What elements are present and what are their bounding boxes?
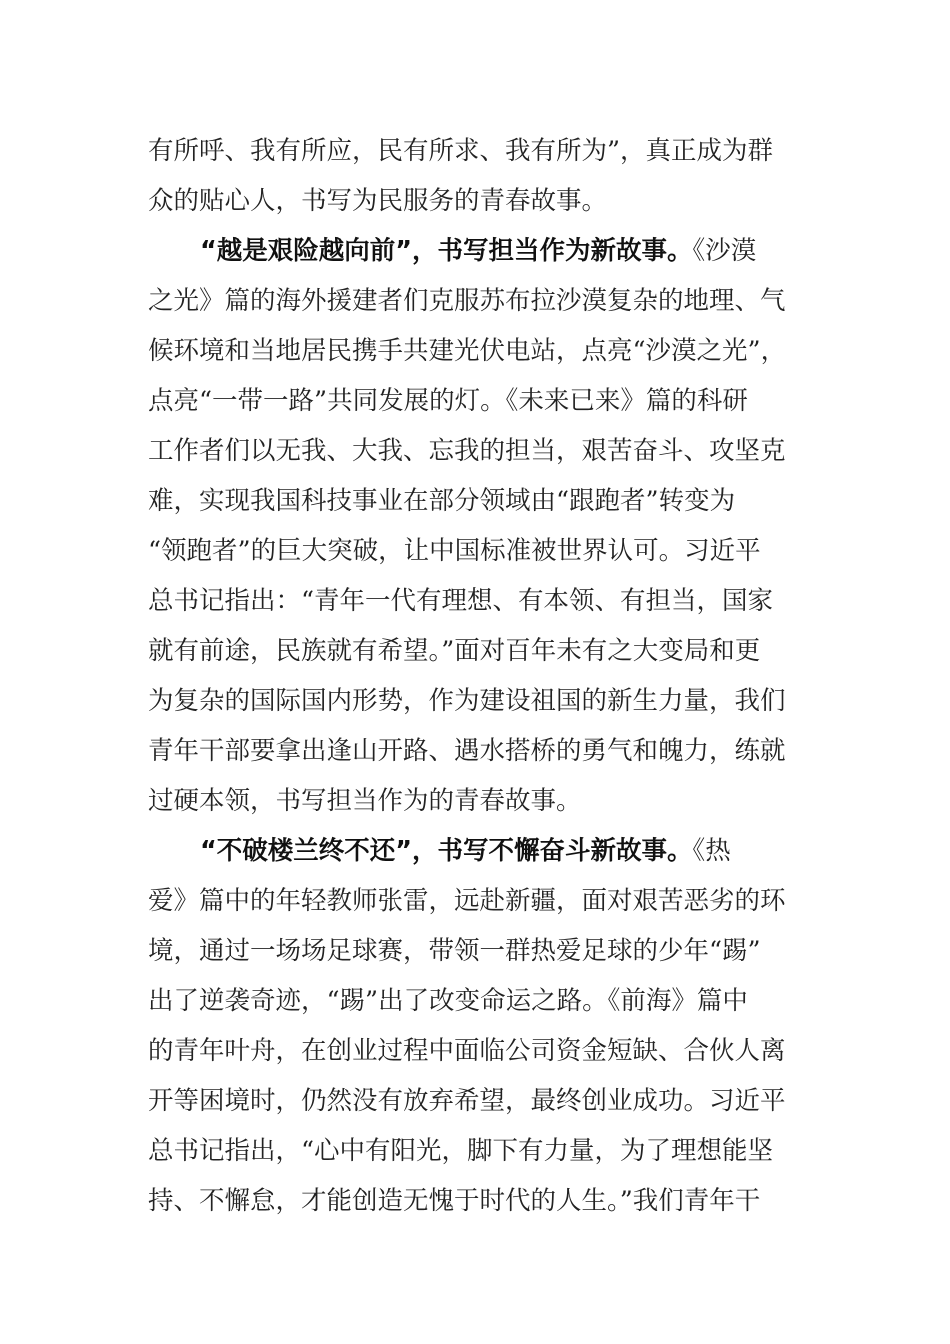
paragraph-line — [148, 376, 808, 426]
paragraph-line — [148, 526, 808, 576]
line-text: 境，通过一场场足球赛，带领一群热爱足球的少年“踢” — [148, 936, 761, 966]
line-text: 就有前途，民族就有希望。”面对百年未有之大变局和更 — [148, 636, 761, 666]
paragraph-line — [148, 1126, 808, 1176]
paragraph-line — [148, 126, 808, 176]
line-text: 难，实现我国科技事业在部分领域由“跟跑者”转变为 — [148, 486, 736, 516]
paragraph-line — [148, 176, 808, 226]
paragraph-line — [148, 326, 808, 376]
paragraph-line — [148, 576, 808, 626]
line-text: 的青年叶舟，在创业过程中面临公司资金短缺、合伙人离 — [148, 1036, 786, 1066]
line-text: 工作者们以无我、大我、忘我的担当，艰苦奋斗、攻坚克 — [148, 436, 786, 466]
paragraph-line — [148, 926, 808, 976]
line-text: “领跑者”的巨大突破，让中国标准被世界认可。习近平 — [148, 536, 761, 566]
section-heading: “越是艰险越向前”，书写担当作为新故事。 — [200, 236, 693, 266]
paragraph-line — [148, 426, 808, 476]
paragraph-line — [148, 1076, 808, 1126]
paragraph-line — [148, 976, 808, 1026]
line-text: 过硬本领，书写担当作为的青春故事。 — [148, 786, 582, 816]
line-text: 之光》篇的海外援建者们克服苏布拉沙漠复杂的地理、气 — [148, 286, 786, 316]
line-text: 候环境和当地居民携手共建光伏电站，点亮“沙漠之光”， — [148, 336, 787, 366]
line-text: 爱》篇中的年轻教师张雷，远赴新疆，面对艰苦恶劣的环 — [148, 886, 786, 916]
line-text: 青年干部要拿出逢山开路、遇水搭桥的勇气和魄力，练就 — [148, 736, 786, 766]
section-heading: “不破楼兰终不还”，书写不懈奋斗新故事。 — [200, 836, 693, 866]
paragraph-line — [148, 626, 808, 676]
paragraph-line — [148, 676, 808, 726]
line-text: 点亮“一带一路”共同发展的灯。《未来已来》篇的科研 — [148, 386, 748, 416]
paragraph-line — [148, 776, 808, 826]
line-text: 出了逆袭奇迹，“踢”出了改变命运之路。《前海》篇中 — [148, 986, 748, 1016]
line-text: 开等困境时，仍然没有放弃希望，最终创业成功。习近平 — [148, 1086, 786, 1116]
paragraph-line — [148, 876, 808, 926]
line-text: 总书记指出：“青年一代有理想、有本领、有担当，国家 — [148, 586, 774, 616]
paragraph-line — [148, 726, 808, 776]
paragraph-line — [148, 476, 808, 526]
line-text: 《热 — [692, 836, 731, 866]
paragraph-heading-line — [200, 226, 808, 276]
line-text: 持、不懈怠，才能创造无愧于时代的人生。”我们青年干 — [148, 1186, 761, 1216]
line-text: 《沙漠 — [692, 236, 757, 266]
paragraph-heading-line — [200, 826, 808, 876]
line-text: 有所呼、我有所应，民有所求、我有所为”，真正成为群 — [148, 136, 774, 166]
paragraph-line — [148, 1026, 808, 1076]
line-text: 总书记指出，“心中有阳光，脚下有力量，为了理想能坚 — [148, 1136, 774, 1166]
line-text: 为复杂的国际国内形势，作为建设祖国的新生力量，我们 — [148, 686, 786, 716]
paragraph-line — [148, 276, 808, 326]
line-text: 众的贴心人，书写为民服务的青春故事。 — [148, 186, 608, 216]
paragraph-line — [148, 1176, 808, 1226]
